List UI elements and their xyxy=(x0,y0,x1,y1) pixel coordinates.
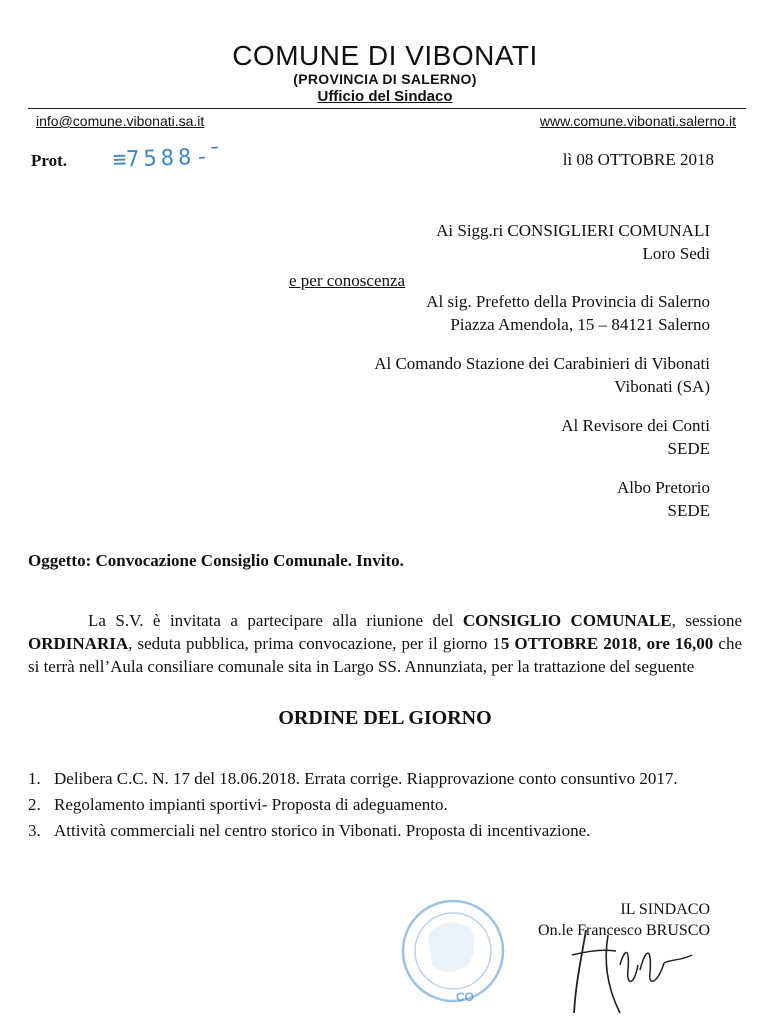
subject-line xyxy=(28,551,404,571)
addressee-carabinieri xyxy=(374,352,710,398)
signatory-role: IL SINDACO xyxy=(620,901,710,918)
addressee-line: SEDE xyxy=(667,501,710,520)
addressee-line: Al Revisore dei Conti xyxy=(561,416,710,435)
seal-text: CO xyxy=(456,990,474,1004)
cc-label: e per conoscenza xyxy=(289,271,406,290)
agenda-item-number: 2. xyxy=(28,795,41,814)
addressee-line: Albo Pretorio xyxy=(616,478,710,497)
website-link[interactable]: www.comune.vibonati.salerno.it xyxy=(539,113,736,129)
addressee-line: Loro Sedi xyxy=(642,244,710,263)
agenda-item xyxy=(28,818,678,844)
body-bold: 5 OTTOBRE 2018 xyxy=(500,634,638,653)
subject-text: : Convocazione Consiglio Comunale. Invito. xyxy=(85,551,404,570)
body-bold: ORDINARIA xyxy=(28,634,129,653)
addressee-councillors xyxy=(436,219,710,265)
agenda-item xyxy=(28,792,678,818)
addressee-albo xyxy=(617,476,710,522)
province-subtitle: (PROVINCIA DI SALERNO) xyxy=(293,71,477,87)
body-bold: CONSIGLIO COMUNALE xyxy=(462,611,672,630)
agenda-title: ORDINE DEL GIORNO xyxy=(278,707,492,729)
agenda-list xyxy=(28,766,678,844)
agenda-item-text: Regolamento impianti sportivi- Proposta di adeguamento. xyxy=(54,795,448,814)
letter-date: lì 08 OTTOBRE 2018 xyxy=(562,150,714,169)
body-text: , xyxy=(637,634,647,653)
addressee-line: Al Comando Stazione dei Carabinieri di Vibonati xyxy=(374,354,710,373)
body-text: che si terrà nell’Aula consiliare comunale sita in Largo SS. Annunziata, per la trattazione del seguente xyxy=(28,634,742,676)
addressee-revisore xyxy=(561,414,710,460)
agenda-item xyxy=(28,766,678,792)
office-name: Ufficio del Sindaco xyxy=(317,88,453,105)
agenda-item-number: 1. xyxy=(28,769,41,788)
body-bold: ore 16,00 xyxy=(646,634,714,653)
signatory-name: On.le Francesco BRUSCO xyxy=(538,922,710,939)
email-link[interactable]: info@comune.vibonati.sa.it xyxy=(36,113,205,129)
addressee-line: Al sig. Prefetto della Provincia di Salerno xyxy=(426,292,710,311)
agenda-item-text: Delibera C.C. N. 17 del 18.06.2018. Errata corrige. Riapprovazione conto consuntivo 2017. xyxy=(54,769,678,788)
protocol-number-stamp: ≡7588-ˉ xyxy=(112,144,223,173)
addressee-line: Vibonati (SA) xyxy=(614,377,710,396)
subject-label: Oggetto xyxy=(28,551,86,570)
body-text: , seduta pubblica, prima convocazione, per il giorno 1 xyxy=(128,634,501,653)
handwritten-signature-icon xyxy=(568,925,698,1020)
addressee-line: Piazza Amendola, 15 – 84121 Salerno xyxy=(450,315,710,334)
municipality-title: COMUNE DI VIBONATI xyxy=(232,40,538,71)
addressee-line: SEDE xyxy=(667,439,710,458)
header-divider xyxy=(28,108,746,109)
agenda-item-text: Attività commerciali nel centro storico in Vibonati. Proposta di incentivazione. xyxy=(54,821,591,840)
agenda-item-number: 3. xyxy=(28,821,41,840)
invitation-paragraph xyxy=(28,609,742,678)
addressee-prefetto xyxy=(426,290,710,336)
body-text: La S.V. è invitata a partecipare alla riunione del xyxy=(88,611,463,630)
addressee-line: Ai Sigg.ri CONSIGLIERI COMUNALI xyxy=(436,221,710,240)
protocol-number: 7588 xyxy=(125,145,196,173)
body-text: , sessione xyxy=(671,611,742,630)
municipal-seal-icon xyxy=(398,895,508,1007)
protocol-label: Prot. xyxy=(31,151,68,170)
